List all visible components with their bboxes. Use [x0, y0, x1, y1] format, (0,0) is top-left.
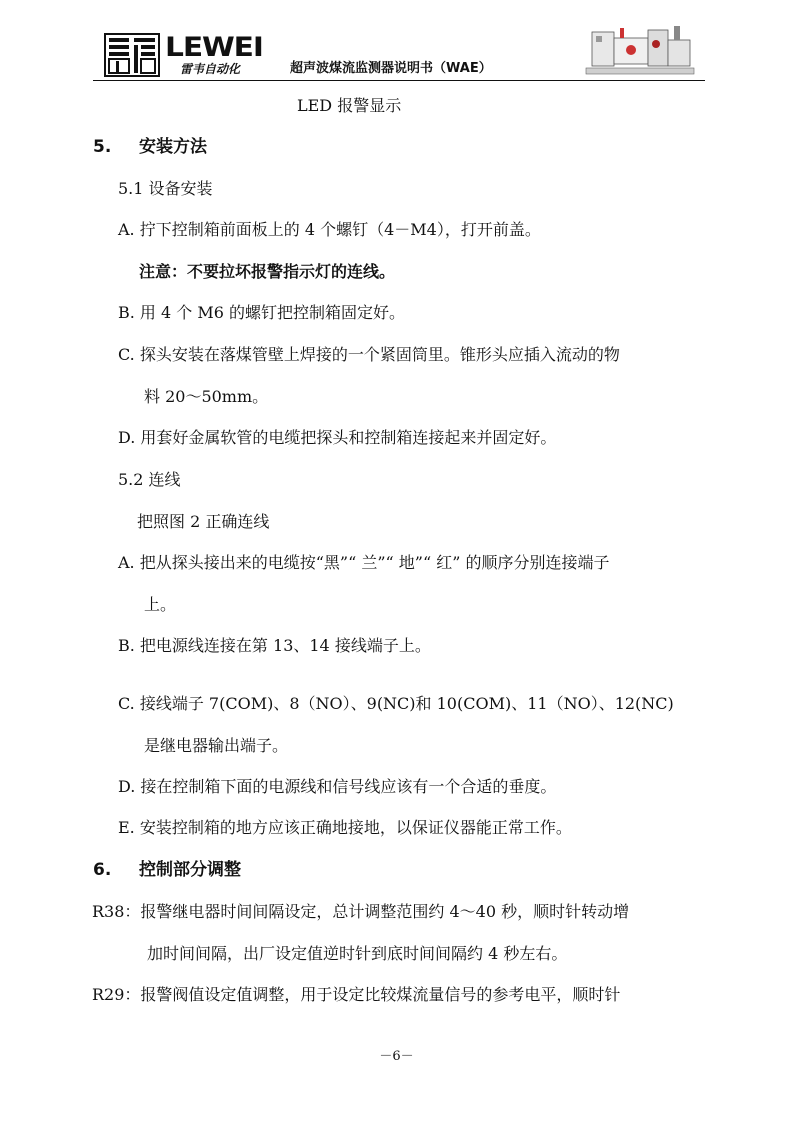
- company-logo-icon: [104, 33, 160, 77]
- wiring-intro: 把照图 2 正确连线: [137, 512, 270, 531]
- install-note: 注意：不要拉坏报警指示灯的连线。: [139, 262, 396, 281]
- page-header: [0, 0, 793, 90]
- r29-description: R29：报警阀值设定值调整，用于设定比较煤流量信号的参考电平，顺时针: [92, 985, 621, 1004]
- subsection-5-2: 5.2 连线: [118, 470, 181, 489]
- equipment-illustration-icon: [584, 20, 696, 76]
- wiring-step-c-cont: 是继电器输出端子。: [144, 736, 289, 755]
- wiring-step-d: D. 接在控制箱下面的电源线和信号线应该有一个合适的垂度。: [118, 777, 557, 796]
- header-divider: [93, 80, 705, 81]
- brand-name: LEWEI: [165, 32, 263, 63]
- install-step-c-cont: 料 20～50mm。: [144, 387, 269, 406]
- figure-caption: LED 报警显示: [297, 96, 402, 115]
- install-step-c: C. 探头安装在落煤管壁上焊接的一个紧固筒里。锥形头应插入流动的物: [118, 345, 620, 364]
- subsection-5-1: 5.1 设备安装: [118, 179, 213, 198]
- section-5-title: 安装方法: [139, 137, 207, 157]
- section-5-number: 5.: [93, 137, 112, 157]
- wiring-step-a: A. 把从探头接出来的电缆按“黑”“ 兰”“ 地”“ 红” 的顺序分别连接端子: [118, 553, 610, 572]
- brand-subtitle: 雷韦自动化: [180, 62, 241, 76]
- document-title: 超声波煤流监测器说明书（WAE）: [290, 61, 492, 76]
- install-step-b: B. 用 4 个 M6 的螺钉把控制箱固定好。: [118, 303, 406, 322]
- wiring-step-a-cont: 上。: [144, 595, 177, 614]
- install-step-a: A. 拧下控制箱前面板上的 4 个螺钉（4－M4），打开前盖。: [118, 220, 541, 239]
- r38-description: R38：报警继电器时间间隔设定，总计调整范围约 4～40 秒，顺时针转动增: [92, 902, 630, 921]
- section-6-title: 控制部分调整: [139, 860, 241, 880]
- wiring-step-b: B. 把电源线连接在第 13、14 接线端子上。: [118, 636, 431, 655]
- wiring-step-c: C. 接线端子 7(COM)、8（NO）、9(NC)和 10(COM)、11（NO）、12(NC): [118, 694, 674, 713]
- r38-description-cont: 加时间间隔，出厂设定值逆时针到底时间间隔约 4 秒左右。: [147, 944, 568, 963]
- section-6-number: 6.: [93, 860, 112, 880]
- page-number: －6－: [379, 1049, 414, 1064]
- install-step-d: D. 用套好金属软管的电缆把探头和控制箱连接起来并固定好。: [118, 428, 557, 447]
- wiring-step-e: E. 安装控制箱的地方应该正确地接地，以保证仪器能正常工作。: [118, 818, 572, 837]
